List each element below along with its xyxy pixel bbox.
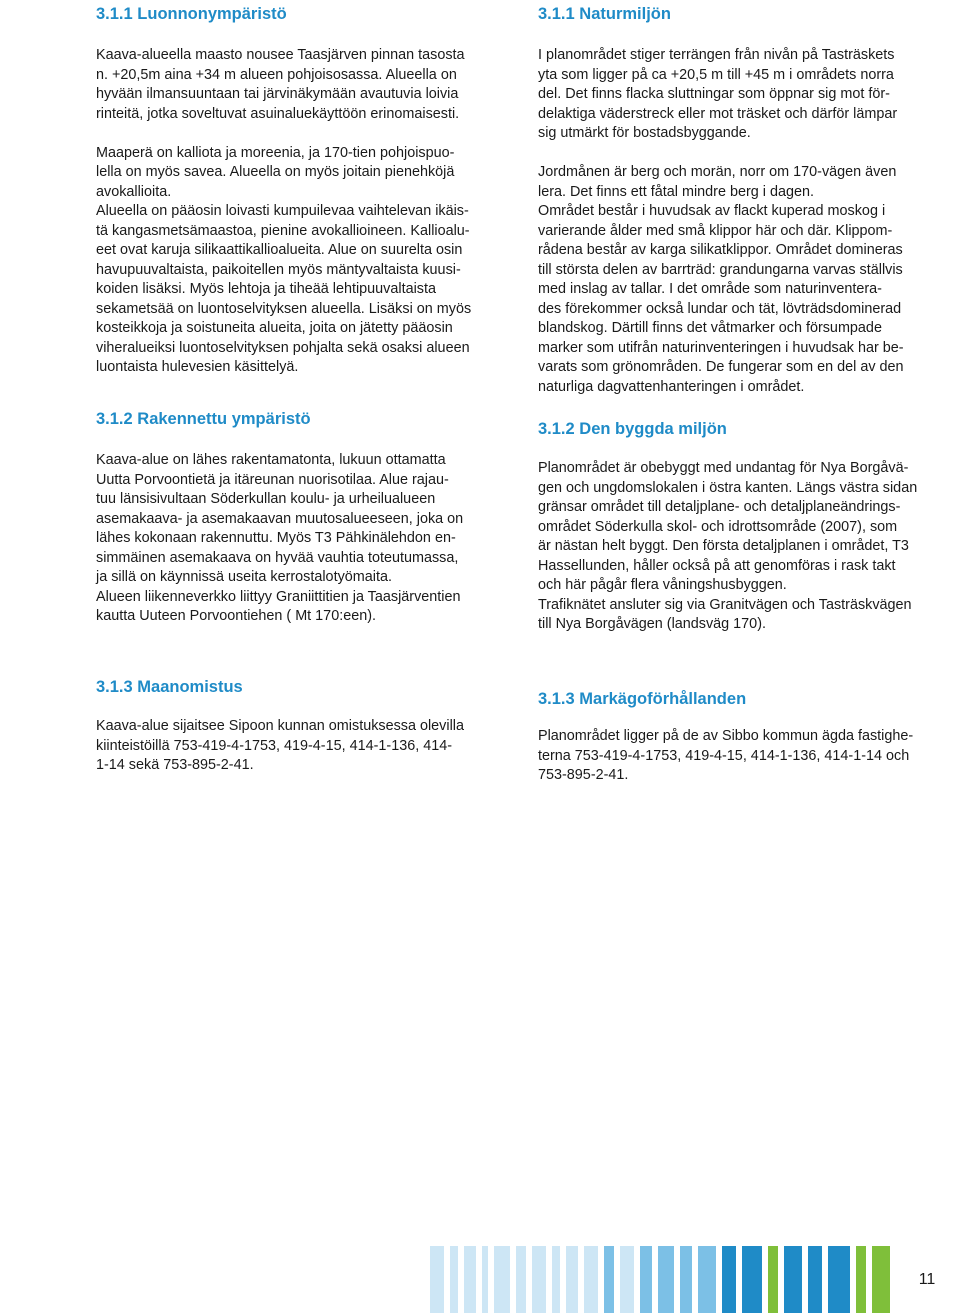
decorative-stripe [856,1246,866,1313]
paragraph: Kaava-alue on lähes rakentamatonta, lukuun ottamatta Uutta Porvoontietä ja itäreunan nuorisotilaa. Alue rajau- tuu länsisivultaan Söderkullan koulu- ja urheilualueen asemakaava- ja asemakaavan muutosalueeseen, joka on lähes kokonaan rakennuttu. Myös T3 Pähkinälehdon en- simmäinen asemakaava on hyvää vauhtia toteutumassa, ja sillä on käynnissä useita kerrostalotyömaita. Alueen liikenneverkko liittyy Graniittitien ja Taasjärventien kautta Uuteen Porvoontiehen ( Mt 170:een). [96,452,464,624]
decorative-stripe [722,1246,736,1313]
section-naturmiljon [538,4,948,397]
decorative-stripe [784,1246,802,1313]
decorative-stripe [808,1246,822,1313]
decorative-stripe [828,1246,850,1313]
section-maanomistus [96,677,506,776]
decorative-stripe [604,1246,614,1313]
decorative-stripe [584,1246,598,1313]
section-heading: 3.1.2 Rakennettu ympäristö [96,410,311,428]
paragraph: Jordmånen är berg och morän, norr om 170-vägen även lera. Det finns ett fåtal mindre berg i dagen. Området består i huvudsak av flackt kuperad moskog i varierande ålder med små klippor här och där. Klippom- rådena består av karga silikatklippor. Området domineras till största delen av barrträd: grandungarna varvas ställvis med inslag av tallar. I det område som naturinventera- des förekommer också lundar och tät, lövträdsdominerad blandskog. Därtill finns det våtmarker och försumpade marker som utifrån naturinventeringen i huvudsak har be- varats som grönområden. De fungerar som en del av den naturliga dagvattenhanteringen i området. [538,164,904,395]
section-heading: 3.1.3 Markägoförhållanden [538,690,747,708]
section-heading: 3.1.1 Naturmiljön [538,5,671,23]
decorative-stripe [516,1246,526,1313]
decorative-stripe [620,1246,634,1313]
footer-stripe-bar [0,1246,960,1313]
section-heading: 3.1.3 Maanomistus [96,678,243,696]
paragraph: Planområdet ligger på de av Sibbo kommun ägda fastighe- terna 753-419-4-1753, 419-4-15, 414-1-136, 414-1-14 och 753-895-2-41. [538,728,914,783]
decorative-stripe [658,1246,674,1313]
section-heading: 3.1.1 Luonnonympäristö [96,5,287,23]
section-den-byggda-miljon [538,419,948,635]
decorative-stripe [640,1246,652,1313]
section-markagoforhallanden [538,689,948,786]
decorative-stripe [742,1246,762,1313]
decorative-stripe [698,1246,716,1313]
decorative-stripe [566,1246,578,1313]
page-number: 11 [918,1270,936,1288]
section-luonnonymparisto [96,4,506,378]
decorative-stripe [552,1246,560,1313]
decorative-stripe [430,1246,444,1313]
section-rakennettu-ymparisto [96,409,506,627]
decorative-stripe [450,1246,458,1313]
decorative-stripe [680,1246,692,1313]
decorative-stripe [464,1246,476,1313]
decorative-stripes [430,1246,890,1313]
paragraph: Kaava-alue sijaitsee Sipoon kunnan omistuksessa olevilla kiinteistöillä 753-419-4-1753, 419-4-15, 414-1-136, 414- 1-14 sekä 753-895-2-41. [96,718,464,773]
decorative-stripe [482,1246,488,1313]
decorative-stripe [872,1246,890,1313]
paragraph: I planområdet stiger terrängen från nivån på Tasträskets yta som ligger på ca +20,5 m till +45 m i områdets norra del. Det finns flacka sluttningar som öppnar sig mot för- delaktiga väderstreck eller mot träsket och därför lämpar sig utmärkt för bostadsbyggande. [538,47,898,141]
section-heading: 3.1.2 Den byggda miljön [538,420,727,438]
decorative-stripe [494,1246,510,1313]
decorative-stripe [768,1246,778,1313]
paragraph: Maaperä on kalliota ja moreenia, ja 170-tien pohjoispuo- lella on myös savea. Alueella on myös joitain pienehköjä avokallioita. Alueella on pääosin loivasti kumpuilevaa vaihtelevan ikäis- tä kangasmetsämaastoa, pienine avokallioineen. Kallioalu- eet ovat karuja silikaattikallioalueita. Alue on suurelta osin havupuuvaltaista, paikoitellen myös mäntyvaltaista kuusi- koiden lisäksi. Myös lehtoja ja tiheää lehtipuuvaltaista sekametsää on luontoselvityksen alueella. Lisäksi on myös kosteikkoja ja soistuneita alueita, joita on jätetty pääosin viheralueiksi luontoselvityksen pohjalta sekä osaksi alueen luontaista hulevesien käsittelyä. [96,144,472,375]
paragraph: Kaava-alueella maasto nousee Taasjärven pinnan tasosta n. +20,5m aina +34 m alueen pohjoisosassa. Alueella on hyvään ilmansuuntaan tai järvinäkymään avautuvia loivia rinteitä, jotka soveltuvat asuinaluekäyttöön erinomaisesti. [96,47,465,122]
decorative-stripe [532,1246,546,1313]
paragraph: Planområdet är obebyggt med undantag för Nya Borgåvä- gen och ungdomslokalen i östra kanten. Längs västra sidan gränsar området till detaljplane- och detaljplaneändrings- området Söderkulla skol- och idrottsområde (2007), som är nästan helt byggt. Den första detaljplanen i området, T3 Hassellunden, håller också på att genomföras i rask takt och här pågår flera våningshusbyggen. Trafiknätet ansluter sig via Granitvägen och Tasträskvägen till Nya Borgåvägen (landsväg 170). [538,460,918,632]
